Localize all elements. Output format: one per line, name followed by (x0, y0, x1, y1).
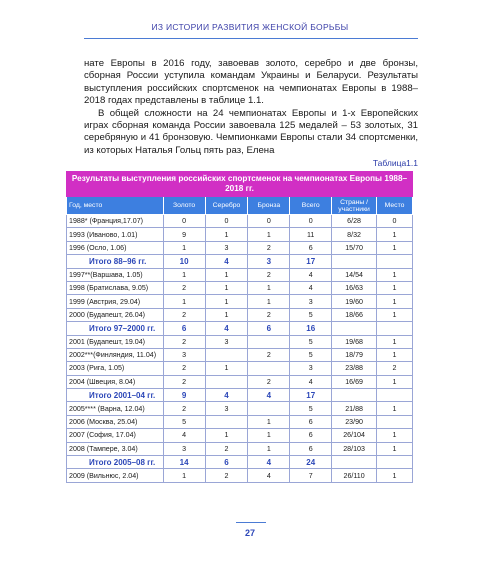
table-cell: 19/68 (332, 335, 377, 348)
table-row (67, 415, 413, 428)
row-label-cell: 2009 (Вильнюс, 2.04) (67, 469, 164, 482)
table-cell: 1 (205, 281, 248, 294)
paragraph-2: В общей сложности на 24 чемпионатах Европы и 1-х Европейских играх сборная команда России завоевала 125 медалей – 53 золотых, 31 серебряную и 41 бронзовую. Чемпионками Европы стали 34 спортсменки, из которых Наталья Гольц пять раз, Елена (84, 107, 418, 156)
paragraph-1: нате Европы в 2016 году, завоевав золото, серебро и две бронзы, сборная России уступила командам Украины и Беларуси. Результаты выступления российских спортсменок на чемпионатах Европы в 1988–2018 годах представлены в таблице 1.1. (84, 58, 418, 107)
table-row (67, 375, 413, 388)
row-label-cell: 2008 (Тампере, 3.04) (67, 442, 164, 455)
table-row (67, 348, 413, 361)
table-cell: 1 (377, 348, 413, 361)
table-cell: 4 (205, 322, 248, 335)
column-header: Место (377, 197, 413, 215)
table-cell: 0 (163, 215, 205, 228)
column-header: Золото (163, 197, 205, 215)
table-cell: 9 (163, 228, 205, 241)
table-row (67, 215, 413, 228)
table-cell: 1 (377, 429, 413, 442)
table-title: Результаты выступления российских спортсменок на чемпионатах Европы 1988–2018 гг. (67, 172, 413, 197)
table-cell: 2 (163, 362, 205, 375)
column-header: Серебро (205, 197, 248, 215)
table-cell: 2 (248, 308, 290, 321)
table-cell: 21/88 (332, 402, 377, 415)
table-cell: 14/54 (332, 268, 377, 281)
table-header-row (67, 197, 413, 215)
table-cell: 1 (205, 429, 248, 442)
table-cell: 19/60 (332, 295, 377, 308)
table-cell: 1 (248, 429, 290, 442)
table-cell: 16/63 (332, 281, 377, 294)
page-number: 27 (244, 528, 255, 538)
table-cell: 3 (163, 442, 205, 455)
table-cell: 4 (205, 389, 248, 402)
table-row (67, 402, 413, 415)
table-cell: 23/88 (332, 362, 377, 375)
table-cell: 0 (290, 215, 332, 228)
running-header: ИЗ ИСТОРИИ РАЗВИТИЯ ЖЕНСКОЙ БОРЬБЫ (151, 22, 349, 32)
table-cell: 1 (205, 268, 248, 281)
table-cell (205, 415, 248, 428)
table-row (67, 281, 413, 294)
table-cell: 1 (205, 308, 248, 321)
table-cell: 6 (290, 429, 332, 442)
table-cell (377, 456, 413, 469)
table-cell: 17 (290, 389, 332, 402)
table-cell: 1 (377, 375, 413, 388)
table-cell: 26/110 (332, 469, 377, 482)
table-cell: 5 (290, 402, 332, 415)
table-cell (332, 255, 377, 268)
table-total-row (67, 255, 413, 268)
row-label-cell: 1993 (Иваново, 1.01) (67, 228, 164, 241)
table-cell: 2 (205, 469, 248, 482)
table-cell: 2 (248, 268, 290, 281)
table-cell (248, 335, 290, 348)
table-cell (205, 348, 248, 361)
results-table (66, 171, 413, 483)
table-cell: 6 (248, 322, 290, 335)
table-cell: 1 (377, 268, 413, 281)
table-cell: 3 (290, 362, 332, 375)
table-cell: 1 (248, 415, 290, 428)
table-cell (377, 255, 413, 268)
column-header: Всего (290, 197, 332, 215)
table-cell (248, 402, 290, 415)
table-cell: 6 (205, 456, 248, 469)
table-cell: 8/32 (332, 228, 377, 241)
table-cell: 1 (248, 228, 290, 241)
table-cell: 18/66 (332, 308, 377, 321)
table-cell: 15/70 (332, 241, 377, 254)
table-cell: 6 (290, 415, 332, 428)
row-label-cell: Итого 88–96 гг. (67, 255, 164, 268)
table-row (67, 268, 413, 281)
table-cell: 1 (248, 281, 290, 294)
row-label-cell: 2005**** (Варна, 12.04) (67, 402, 164, 415)
table-cell: 1 (377, 469, 413, 482)
table-cell: 11 (290, 228, 332, 241)
table-cell: 2 (248, 375, 290, 388)
table-total-row (67, 389, 413, 402)
table-cell: 1 (377, 442, 413, 455)
table-cell (205, 375, 248, 388)
table-cell: 3 (205, 402, 248, 415)
table-row (67, 295, 413, 308)
table-row (67, 469, 413, 482)
table-cell: 16/69 (332, 375, 377, 388)
table-cell: 4 (248, 469, 290, 482)
table-cell: 2 (377, 362, 413, 375)
table-cell: 2 (163, 402, 205, 415)
table-cell (332, 456, 377, 469)
table-cell (248, 362, 290, 375)
table-cell: 1 (163, 268, 205, 281)
table-row (67, 241, 413, 254)
table-cell: 6 (290, 442, 332, 455)
table-caption: Таблица1.1 (372, 158, 418, 168)
table-cell: 7 (290, 469, 332, 482)
table-cell: 4 (290, 281, 332, 294)
table-row (67, 442, 413, 455)
header-rule (84, 38, 418, 39)
row-label-cell: 1998 (Братиславa, 9.05) (67, 281, 164, 294)
row-label-cell: 1988* (Франция,17.07) (67, 215, 164, 228)
table-cell: 4 (205, 255, 248, 268)
table-cell: 6 (290, 241, 332, 254)
table-cell: 24 (290, 456, 332, 469)
table-cell: 16 (290, 322, 332, 335)
table-cell: 1 (205, 362, 248, 375)
column-header: Страны / участники (332, 197, 377, 215)
table-cell: 1 (163, 241, 205, 254)
table-cell (377, 415, 413, 428)
table-cell: 14 (163, 456, 205, 469)
table-title-row (67, 172, 413, 197)
table-cell: 2 (205, 442, 248, 455)
row-label-cell: 1996 (Осло, 1.06) (67, 241, 164, 254)
table-cell: 23/90 (332, 415, 377, 428)
table-cell: 1 (377, 335, 413, 348)
table-cell: 6/28 (332, 215, 377, 228)
table-cell: 5 (163, 415, 205, 428)
table-cell: 0 (205, 215, 248, 228)
table-cell: 6 (163, 322, 205, 335)
table-cell: 1 (377, 295, 413, 308)
table-cell: 3 (163, 348, 205, 361)
table-cell: 2 (163, 308, 205, 321)
table-cell: 1 (163, 295, 205, 308)
table-cell: 2 (163, 375, 205, 388)
table-cell: 0 (248, 215, 290, 228)
table-cell: 4 (163, 429, 205, 442)
table-cell: 2 (163, 281, 205, 294)
table-cell: 3 (248, 255, 290, 268)
column-header: Бронза (248, 197, 290, 215)
table-cell: 1 (377, 308, 413, 321)
table-cell: 4 (290, 375, 332, 388)
table-cell: 18/79 (332, 348, 377, 361)
row-label-cell: Итого 2005–08 гг. (67, 456, 164, 469)
table-cell: 2 (163, 335, 205, 348)
column-header: Год, место (67, 197, 164, 215)
table-cell: 4 (248, 456, 290, 469)
table-cell: 1 (248, 442, 290, 455)
table-row (67, 335, 413, 348)
table-cell: 1 (205, 295, 248, 308)
table-cell: 5 (290, 308, 332, 321)
table-cell: 1 (377, 402, 413, 415)
table-cell: 0 (377, 215, 413, 228)
table-cell: 3 (205, 335, 248, 348)
table-cell: 3 (205, 241, 248, 254)
row-label-cell: 2004 (Швеция, 8.04) (67, 375, 164, 388)
table-cell (332, 322, 377, 335)
table-cell: 28/103 (332, 442, 377, 455)
table-cell: 9 (163, 389, 205, 402)
footer-rule (236, 522, 266, 523)
row-label-cell: 2001 (Будапешт, 19.04) (67, 335, 164, 348)
table-total-row (67, 456, 413, 469)
table-cell: 1 (377, 228, 413, 241)
table-cell: 3 (290, 295, 332, 308)
table-cell: 10 (163, 255, 205, 268)
table-cell: 2 (248, 348, 290, 361)
table-cell: 4 (248, 389, 290, 402)
table-cell (332, 389, 377, 402)
table-row (67, 308, 413, 321)
row-label-cell: 1999 (Австрия, 29.04) (67, 295, 164, 308)
row-label-cell: 2002***(Финляндия, 11.04) (67, 348, 164, 361)
table-cell: 17 (290, 255, 332, 268)
table-cell: 1 (163, 469, 205, 482)
table-cell (377, 322, 413, 335)
table-cell: 1 (205, 228, 248, 241)
table-cell: 4 (290, 268, 332, 281)
table-cell (377, 389, 413, 402)
table-cell: 2 (248, 241, 290, 254)
table-row (67, 429, 413, 442)
row-label-cell: 2007 (София, 17.04) (67, 429, 164, 442)
table-cell: 1 (377, 241, 413, 254)
table-row (67, 228, 413, 241)
table-cell: 5 (290, 348, 332, 361)
row-label-cell: 2003 (Рига, 1.05) (67, 362, 164, 375)
row-label-cell: Итого 97–2000 гг. (67, 322, 164, 335)
row-label-cell: Итого 2001–04 гг. (67, 389, 164, 402)
table-cell: 26/104 (332, 429, 377, 442)
body-text (84, 58, 418, 157)
table-row (67, 362, 413, 375)
row-label-cell: 2000 (Будапешт, 26.04) (67, 308, 164, 321)
table-cell: 1 (377, 281, 413, 294)
table-total-row (67, 322, 413, 335)
row-label-cell: 2006 (Москва, 25.04) (67, 415, 164, 428)
row-label-cell: 1997**(Варшава, 1.05) (67, 268, 164, 281)
table-cell: 5 (290, 335, 332, 348)
table-cell: 1 (248, 295, 290, 308)
